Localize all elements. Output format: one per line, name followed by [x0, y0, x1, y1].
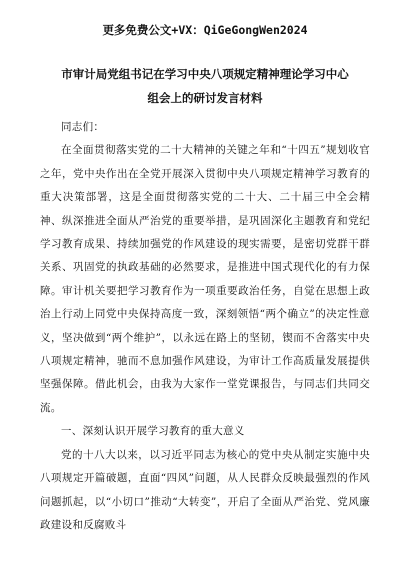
promo-header: 更多免费公文+VX：QiGeGongWen2024 [102, 23, 308, 37]
section-paragraph: 党的十八大以来，以习近平同志为核心的党中央从制定实施中央八项规定开篇破题，直面“四风”问题，从人民群众反映最强烈的作风问题抓起，以“小切口”推动“大转变”，开启了全面从严治党、党风廉政建设和反腐败斗 [40, 448, 370, 531]
title-line-1: 市审计局党组书记在学习中央八项规定精神理论学习中心 [61, 67, 349, 81]
salutation: 同志们： [61, 121, 105, 133]
section-heading: 一、深刻认识开展学习教育的重大意义 [61, 425, 245, 438]
title-line-2: 组会上的研讨发言材料 [147, 91, 263, 105]
document-title [40, 62, 370, 110]
document-body [40, 116, 370, 537]
body-paragraph: 在全面贯彻落实党的二十大精神的关键之年和“十四五”规划收官之年，党中央作出在全党开展深入贯彻中央八项规定精神学习教育的重大决策部署，这是全面贯彻落实党的二十大、二十届三中全会精神、纵深推进全面从严治党的重要举措，是巩固深化主题教育和党纪学习教育成果、持续加强党的作风建设的现实需要，是密切党群干群关系、巩固党的执政基础的必然要求，是推进中国式现代化的有力保障。审计机关要把学习教育作为一项重要政治任务，自觉在思想上政治上行动上同党中央保持高度一致，深刻领悟“两个确立”的决定性意义，坚决做到“两个维护”，以永远在路上的坚韧，锲而不舍落实中央八项规定精神，驰而不息加强作风建设，为审计工作高质量发展提供坚强保障。借此机会，由我为大家作一堂党课报告，与同志们共同交流。 [40, 144, 370, 414]
